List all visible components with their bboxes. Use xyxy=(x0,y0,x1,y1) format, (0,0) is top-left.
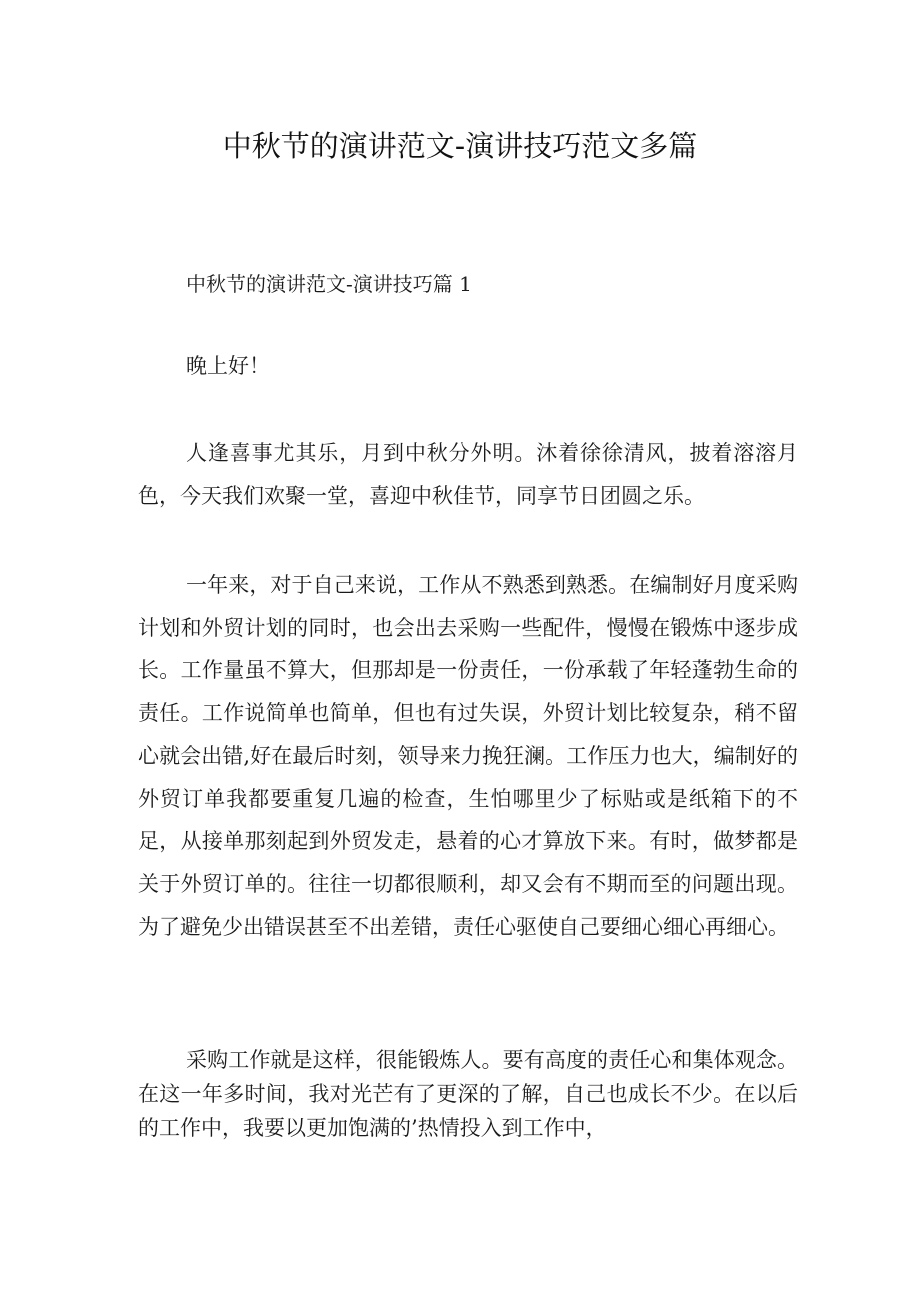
body-paragraph-2: 一年来，对于自己来说，工作从不熟悉到熟悉。在编制好月度采购计划和外贸计划的同时，也会出去采购一些配件，慢慢在锻炼中逐步成长。工作量虽不算大，但那却是一份责任，一份承载了年轻蓬勃生命的责任。工作说简单也简单，但也有过失误，外贸计划比较复杂，稍不留心就会出错,好在最后时刻，领导来力挽狂澜。工作压力也大，编制好的外贸订单我都要重复几遍的检查，生怕哪里少了标贴或是纸箱下的不足，从接单那刻起到外贸发走，悬着的心才算放下来。有时，做梦都是关于外贸订单的。往往一切都很顺利，却又会有不期而至的问题出现。为了避免少出错误甚至不出差错，责任心驱使自己要细心细心再细心。 xyxy=(138,573,798,939)
body-paragraph-3: 采购工作就是这样，很能锻炼人。要有高度的责任心和集体观念。在这一年多时间，我对光芒有了更深的了解，自己也成长不少。在以后的工作中，我要以更加饱满的’热情投入到工作中， xyxy=(138,1048,798,1140)
document-title: 中秋节的演讲范文-演讲技巧范文多篇 xyxy=(222,129,698,163)
body-paragraph-1: 人逢喜事尤其乐，月到中秋分外明。沐着徐徐清风，披着溶溶月色，今天我们欢聚一堂，喜迎中秋佳节，同享节日团圆之乐。 xyxy=(138,441,798,508)
greeting-paragraph: 晚上好！ xyxy=(186,354,270,378)
section-heading: 中秋节的演讲范文-演讲技巧篇 1 xyxy=(186,272,472,296)
